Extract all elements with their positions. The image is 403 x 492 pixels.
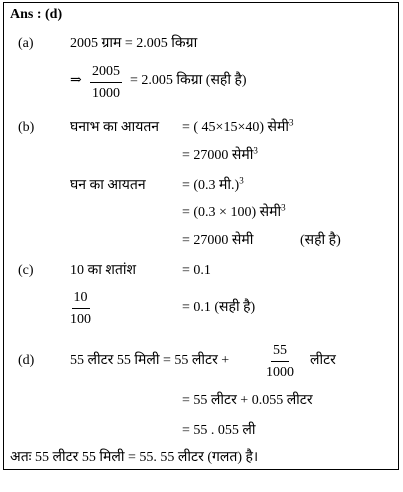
part-d-label: (d) [18,353,35,368]
part-d-numerator: 55 [271,343,289,362]
cuboid-result-exponent: 3 [253,145,258,156]
cube-volume-label: घन का आयतन [70,178,146,193]
cuboid-volume-result [182,145,258,164]
cube-eq1-exponent: 3 [239,175,244,186]
cube-volume-expr2: = (0.3 × 100) सेमी [182,205,282,220]
part-a-denominator: 1000 [92,86,120,101]
cuboid-volume-exponent: 3 [288,117,294,128]
cuboid-volume-label: घनाभ का आयतन [70,120,160,135]
part-d-line1: 55 लीटर 55 मिली = 55 लीटर + [70,353,230,368]
part-d-unit: लीटर [310,353,336,368]
cuboid-volume-value: = 27000 सेमी [182,148,254,163]
part-d-denominator: 1000 [266,365,294,380]
part-a-label: (a) [18,36,34,51]
conclusion: अतः 55 लीटर 55 मिली = 55. 55 लीटर (गलत) है। [10,450,259,465]
part-c-line2-eq: = 0.1 (सही है) [182,300,256,315]
cube-eq2-exponent: 3 [281,202,286,213]
answer-box [3,2,399,470]
part-c-numerator: 10 [72,290,90,309]
cuboid-volume-expr: = ( 45×15×40) सेमी [182,120,289,135]
cube-volume-eq2 [182,202,286,221]
part-b-label: (b) [18,120,35,135]
part-d-line2: = 55 लीटर + 0.055 लीटर [182,393,313,408]
part-d-fraction [266,343,294,381]
cube-volume-note: (सही है) [300,233,341,248]
answer-header: Ans : (d) [10,7,63,22]
part-a-numerator: 2005 [90,64,122,83]
implies-arrow: ⇒ [70,73,82,88]
part-a-fraction [90,64,122,102]
part-c-fraction [70,290,91,328]
part-c-line1-eq: = 0.1 [182,263,211,278]
cube-volume-result: = 27000 सेमी [182,233,254,248]
part-c-denominator: 100 [70,312,91,327]
part-d-line3: = 55 . 055 ली [182,423,256,438]
cuboid-volume-equation [182,117,294,136]
part-a-line2: = 2.005 किग्रा (सही है) [130,73,247,88]
cube-volume-expr1: = (0.3 मी.) [182,178,240,193]
cube-volume-eq1 [182,175,244,194]
part-a-line1: 2005 ग्राम = 2.005 किग्रा [70,36,198,51]
part-c-line1: 10 का शतांश [70,263,137,278]
part-c-label: (c) [18,263,34,278]
